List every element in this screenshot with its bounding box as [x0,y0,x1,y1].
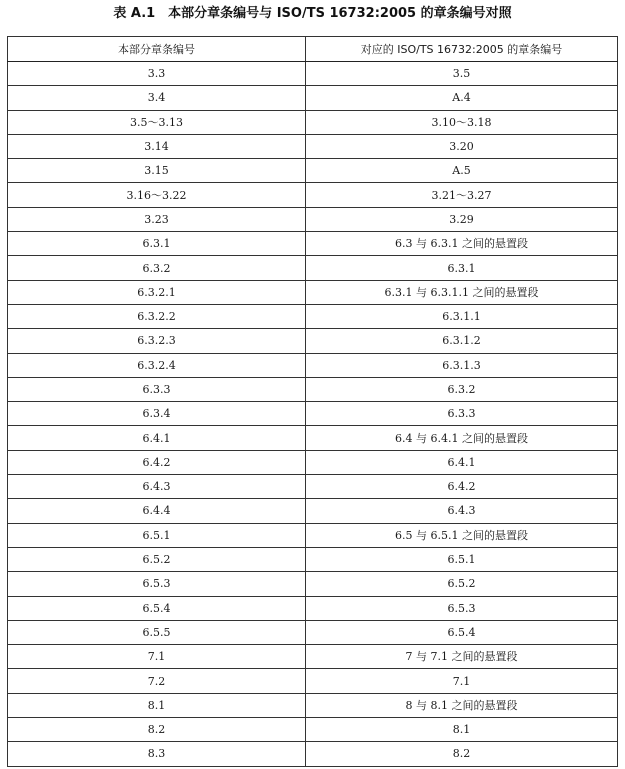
cell-iso-clause: 7 与 7.1 之间的悬置段 [306,645,618,669]
mapping-table-container [7,36,617,767]
cell-this-part-clause: 8.1 [8,693,306,717]
table-row [8,742,618,766]
cell-iso-clause: 3.5 [306,62,618,86]
header-row [8,37,618,62]
cell-this-part-clause: 6.5.5 [8,620,306,644]
table-row [8,377,618,401]
cell-this-part-clause: 3.4 [8,86,306,110]
cell-iso-clause: 6.3.1.3 [306,353,618,377]
cell-this-part-clause: 6.4.2 [8,450,306,474]
cell-this-part-clause: 6.4.3 [8,475,306,499]
header-this-part-clause: 本部分章条编号 [8,37,306,62]
cell-iso-clause: A.4 [306,86,618,110]
table-caption: 表 A.1 本部分章条编号与 ISO/TS 16732:2005 的章条编号对照 [113,6,512,21]
cell-iso-clause: 6.4.1 [306,450,618,474]
cell-iso-clause: 6.5.4 [306,620,618,644]
cell-this-part-clause: 3.3 [8,62,306,86]
cell-this-part-clause: 3.23 [8,207,306,231]
cell-this-part-clause: 3.14 [8,134,306,158]
cell-iso-clause: 6.5.1 [306,547,618,571]
cell-iso-clause: 6.3.1 与 6.3.1.1 之间的悬置段 [306,280,618,304]
table-row [8,134,618,158]
table-row [8,110,618,134]
table-row [8,353,618,377]
table-row [8,620,618,644]
cell-this-part-clause: 7.2 [8,669,306,693]
cell-this-part-clause: 3.5～3.13 [8,110,306,134]
table-row [8,329,618,353]
cell-this-part-clause: 6.3.4 [8,402,306,426]
table-row [8,547,618,571]
table-row [8,450,618,474]
cell-iso-clause: 3.10～3.18 [306,110,618,134]
cell-iso-clause: 3.29 [306,207,618,231]
cell-this-part-clause: 6.3.1 [8,232,306,256]
table-row [8,183,618,207]
table-row [8,207,618,231]
cell-iso-clause: 6.3.1.2 [306,329,618,353]
cell-this-part-clause: 6.5.2 [8,547,306,571]
table-row [8,596,618,620]
table-row [8,572,618,596]
table-row [8,280,618,304]
table-row [8,499,618,523]
cell-this-part-clause: 6.5.3 [8,572,306,596]
cell-iso-clause: 6.3.1 [306,256,618,280]
cell-this-part-clause: 6.5.1 [8,523,306,547]
table-row [8,669,618,693]
cell-this-part-clause: 6.5.4 [8,596,306,620]
table-body [8,62,618,767]
cell-iso-clause: 6.3.2 [306,377,618,401]
cell-iso-clause: A.5 [306,159,618,183]
cell-this-part-clause: 6.3.2.3 [8,329,306,353]
table-row [8,402,618,426]
clause-mapping-table [7,36,618,767]
cell-iso-clause: 6.4 与 6.4.1 之间的悬置段 [306,426,618,450]
cell-this-part-clause: 6.3.2 [8,256,306,280]
table-row [8,62,618,86]
table-row [8,645,618,669]
cell-this-part-clause: 8.3 [8,742,306,766]
cell-this-part-clause: 6.3.2.2 [8,304,306,328]
cell-iso-clause: 6.5.3 [306,596,618,620]
table-row [8,693,618,717]
cell-this-part-clause: 6.3.2.1 [8,280,306,304]
table-row [8,426,618,450]
cell-this-part-clause: 7.1 [8,645,306,669]
cell-this-part-clause: 3.16～3.22 [8,183,306,207]
cell-iso-clause: 6.3.1.1 [306,304,618,328]
table-row [8,475,618,499]
cell-this-part-clause: 8.2 [8,718,306,742]
table-row [8,304,618,328]
cell-iso-clause: 6.4.3 [306,499,618,523]
header-iso-clause: 对应的 ISO/TS 16732:2005 的章条编号 [306,37,618,62]
cell-iso-clause: 6.4.2 [306,475,618,499]
cell-iso-clause: 6.5 与 6.5.1 之间的悬置段 [306,523,618,547]
table-row [8,523,618,547]
cell-this-part-clause: 3.15 [8,159,306,183]
cell-iso-clause: 6.5.2 [306,572,618,596]
cell-iso-clause: 8 与 8.1 之间的悬置段 [306,693,618,717]
table-row [8,256,618,280]
cell-this-part-clause: 6.4.4 [8,499,306,523]
table-row [8,232,618,256]
cell-this-part-clause: 6.4.1 [8,426,306,450]
cell-iso-clause: 7.1 [306,669,618,693]
cell-iso-clause: 3.21～3.27 [306,183,618,207]
cell-iso-clause: 6.3.3 [306,402,618,426]
cell-this-part-clause: 6.3.2.4 [8,353,306,377]
cell-iso-clause: 8.1 [306,718,618,742]
cell-iso-clause: 6.3 与 6.3.1 之间的悬置段 [306,232,618,256]
table-row [8,718,618,742]
cell-iso-clause: 3.20 [306,134,618,158]
cell-iso-clause: 8.2 [306,742,618,766]
table-row [8,86,618,110]
cell-this-part-clause: 6.3.3 [8,377,306,401]
table-row [8,159,618,183]
table-header [8,37,618,62]
